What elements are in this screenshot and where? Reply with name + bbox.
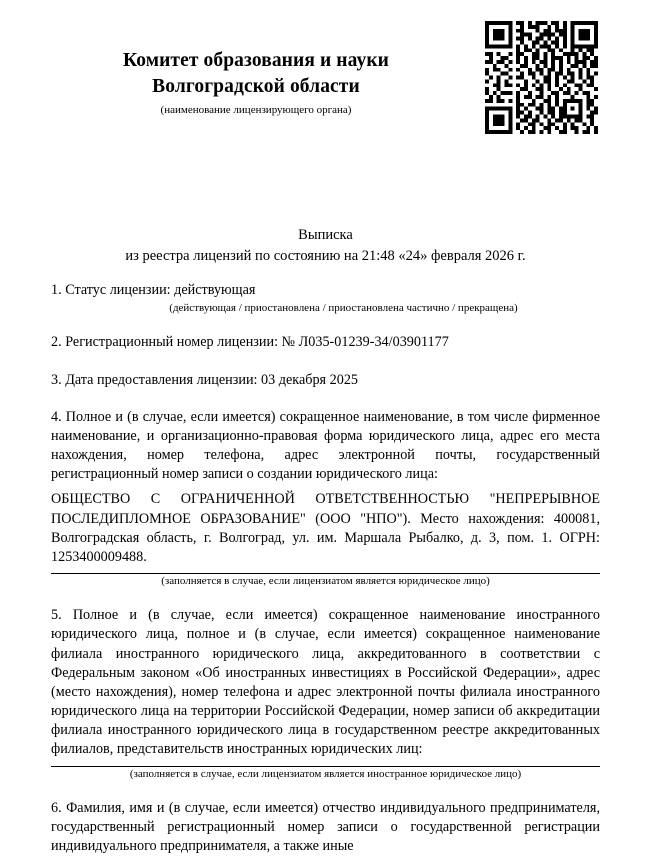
spacer bbox=[51, 588, 600, 606]
item-2-registration-number: 2. Регистрационный номер лицензии: № Л035-01239-34/03901177 bbox=[51, 334, 449, 351]
document-title-line2: из реестра лицензий по состоянию на 21:48 «24» февраля 2026 г. bbox=[125, 248, 526, 265]
item-5-note: (заполняется в случае, если лицензиатом является иностранное юридическое лицо) bbox=[129, 767, 522, 780]
licensing-authority-line2: Волгоградской области bbox=[152, 75, 360, 97]
document-header bbox=[0, 0, 650, 150]
document-title bbox=[51, 225, 600, 267]
divider-foreign-entity bbox=[51, 766, 600, 767]
spacer bbox=[51, 396, 600, 408]
licensing-authority-title bbox=[46, 48, 466, 100]
spacer bbox=[51, 781, 600, 799]
licensing-authority-line1: Комитет образования и науки bbox=[122, 50, 390, 71]
item-4-note: (заполняется в случае, если лицензиатом является юридическое лицо) bbox=[161, 575, 490, 588]
item-1-note: (действующая / приостановлена / приостановлена частично / прекращена) bbox=[169, 302, 518, 315]
item-4-legal-entity-value: ОБЩЕСТВО С ОГРАНИЧЕННОЙ ОТВЕТСТВЕННОСТЬЮ "НЕПРЕРЫВНОЕ ПОСЛЕДИПЛОМНОЕ ОБРАЗОВАНИЕ" (ООО "НПО"). Место нахождения: 400081, Волгоградская область, г. Волгоград, ул. им. Маршала Рыбалко, д. 3, пом. 1. ОГРН: 1253400009488. bbox=[51, 491, 600, 565]
document-body bbox=[51, 281, 600, 862]
item-1-license-status: 1. Статус лицензии: действующая bbox=[51, 282, 256, 298]
item-6-individual-entrepreneur-heading: 6. Фамилия, имя и (в случае, если имеется) отчество индивидуального предпринимателя, государственный регистрационный номер записи о государственной регистрации индивидуального предпринимателя, а также иные bbox=[51, 799, 600, 855]
spacer bbox=[51, 359, 600, 371]
item-4-legal-entity-heading: 4. Полное и (в случае, если имеется) сокращенное наименование, в том числе фирменное наименование, и организационно-правовая форма юридического лица, адрес его места нахождения, номер телефона, адрес электронной почты, государственный регистрационный номер записи о создании юридического лица: bbox=[51, 408, 600, 483]
item-5-foreign-entity-heading: 5. Полное и (в случае, если имеется) сокращенное наименование иностранного юридического лица, полное и (в случае, если имеется) сокращенное наименование филиала иностранного юридического лица, аккредитованного в соответствии с Федеральным законом «Об иностранных инвестициях в Российской Федерации», адрес (место нахождения), номер телефона и адрес электронной почты филиала иностранного юридического лица на территории Российской Федерации, номер записи об аккредитации филиала иностранного юридического лица в государственном реестре аккредитованных филиалов, представительств иностранных юридических лиц: bbox=[51, 607, 600, 758]
document-title-line1: Выписка bbox=[298, 227, 353, 243]
licensing-authority-caption: (наименование лицензирующего органа) bbox=[160, 104, 352, 116]
item-3-issue-date: 3. Дата предоставления лицензии: 03 декабря 2025 bbox=[51, 371, 359, 388]
spacer bbox=[51, 315, 600, 333]
qr-code-icon[interactable] bbox=[485, 21, 598, 134]
divider-legal-entity bbox=[51, 573, 600, 574]
